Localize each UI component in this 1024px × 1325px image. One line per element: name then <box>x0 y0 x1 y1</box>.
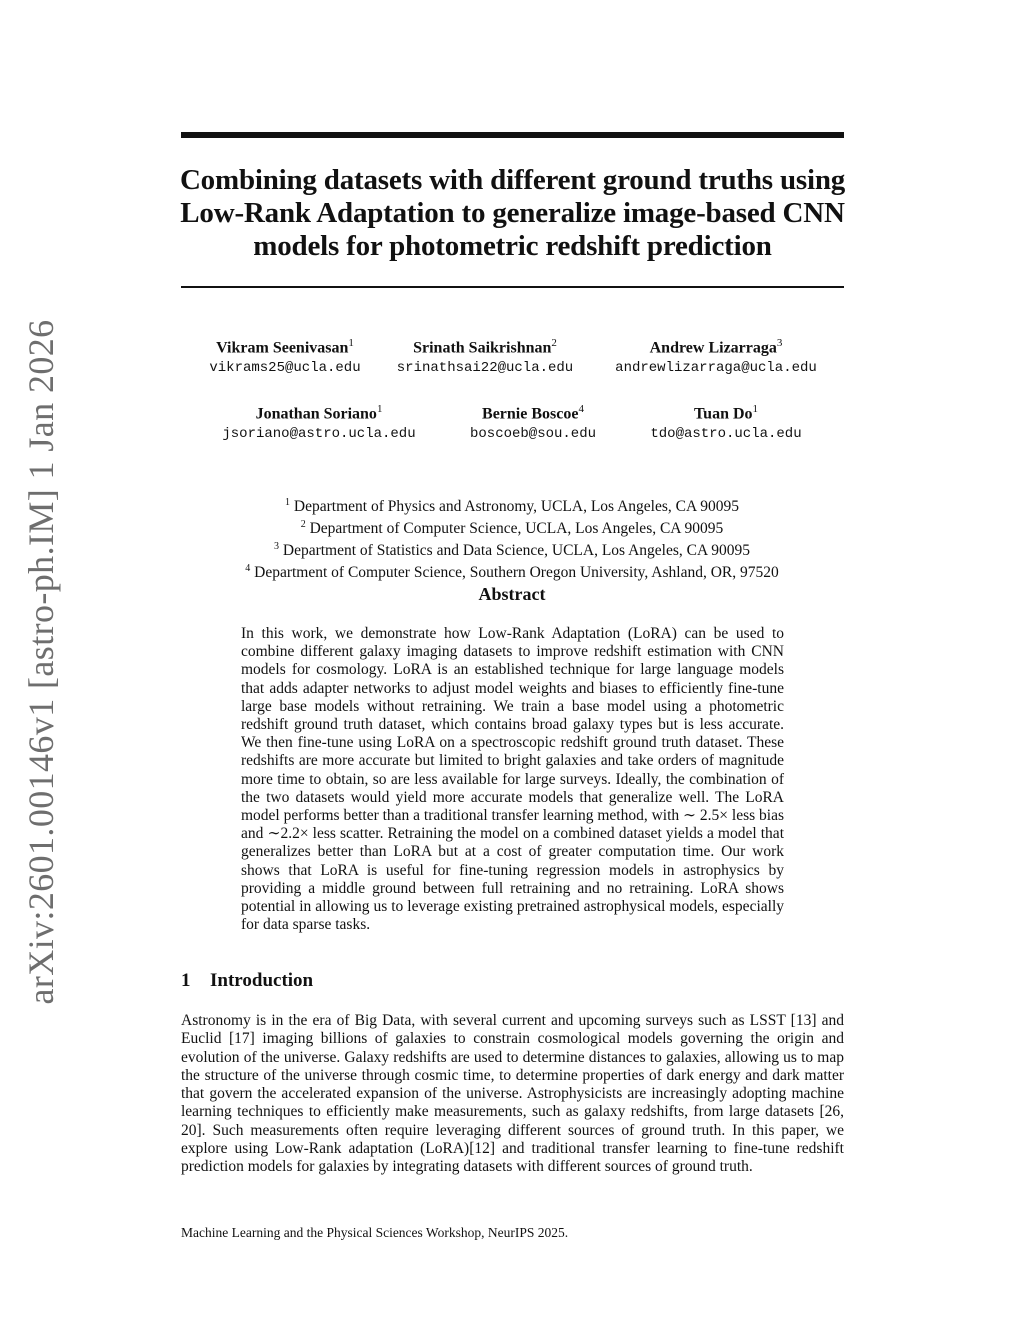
author-block <box>606 399 846 444</box>
affiliation-mark: 1 <box>285 497 291 508</box>
affiliation-text: Department of Computer Science, UCLA, Los Angeles, CA 90095 <box>309 520 724 538</box>
author-name: Tuan Do <box>693 405 753 423</box>
affiliation-text: Department of Computer Science, Southern Oregon University, Ashland, OR, 97520 <box>254 564 779 582</box>
affiliation-mark: 3 <box>274 541 280 553</box>
affiliation-mark: 2 <box>300 519 306 531</box>
author-affil-mark: 1 <box>752 403 759 415</box>
author-name: Srinath Saikrishnan <box>413 339 552 357</box>
author-name: Bernie Boscoe <box>482 405 579 423</box>
author-name: Jonathan Soriano <box>255 405 377 423</box>
author-email: vikrams25@ucla.edu <box>209 360 361 377</box>
author-email: tdo@astro.ucla.edu <box>650 426 802 443</box>
affiliation-line <box>150 516 874 538</box>
introduction-body: Astronomy is in the era of Big Data, with several current and upcoming surveys such as LSST [13] and Euclid [17] imaging billions of galaxies to constrain cosmological models governing the origin and evolution of the universe. Galaxy redshifts are used to determine distances to galaxies, allowing us to map the structure of the universe through cosmic time, to determine properties of dark energy and dark matter that govern the accelerated expansion of the universe. Astrophysicists are increasingly adopting machine learning techniques to efficiently make measurements, such as galaxy redshifts, from large datasets [26, 20]. Such measurements often require leveraging different sources of ground truth. In this paper, we explore using Low-Rank adaptation (LoRA)[12] and traditional transfer learning to fine-tune redshift prediction models for galaxies by integrating datasets with different sources of ground truth. <box>181 1012 844 1176</box>
author-block <box>596 333 836 378</box>
section-title: Introduction <box>210 970 314 991</box>
affiliation-text: Department of Statistics and Data Science, UCLA, Los Angeles, CA 90095 <box>282 542 750 560</box>
venue-footnote: Machine Learning and the Physical Sciences Workshop, NeurIPS 2025. <box>181 1225 569 1240</box>
author-block <box>199 399 439 444</box>
section-heading <box>181 969 313 993</box>
section-number: 1 <box>181 970 191 991</box>
author-affil-mark: 1 <box>376 403 383 415</box>
author-email: andrewlizarraga@ucla.edu <box>615 360 817 377</box>
affiliation-text: Department of Physics and Astronomy, UCLA, Los Angeles, CA 90095 <box>293 498 739 516</box>
affiliations <box>150 494 874 583</box>
affiliation-line <box>150 560 874 582</box>
title-rule-bottom <box>181 286 844 288</box>
author-email: srinathsai22@ucla.edu <box>396 360 574 377</box>
author-affil-mark: 4 <box>578 403 584 415</box>
author-block <box>365 333 605 378</box>
author-name: Vikram Seenivasan <box>216 339 349 357</box>
author-affil-mark: 1 <box>348 337 354 349</box>
arxiv-stamp-text: arXiv:2601.00146v1 [astro-ph.IM] 1 Jan 2026 <box>21 319 61 1005</box>
affiliation-line <box>150 538 874 560</box>
author-affil-mark: 3 <box>776 337 783 349</box>
author-affil-mark: 2 <box>551 337 557 349</box>
abstract-body: In this work, we demonstrate how Low-Rank Adaptation (LoRA) can be used to combine different galaxy imaging datasets to improve redshift estimation with CNN models for cosmology. LoRA is an established technique for large language models that adds adapter networks to adjust model weights and biases to efficiently fine-tune large base models without retraining. We train a base model using a photometric redshift ground truth dataset, which contains broad galaxy types but is less accurate. We then fine-tune using LoRA on a spectroscopic redshift ground truth dataset. These redshifts are more accurate but limited to bright galaxies and take orders of magnitude more time to obtain, so are less available for large surveys. Ideally, the combination of the two datasets would yield more accurate models that generalize well. The LoRA model performs better than a traditional transfer learning method, with ∼ 2.5× less bias and ∼2.2× less scatter. Retraining the model on a combined dataset yields a model that generalizes better than LoRA but at a cost of greater computation time. Our work shows that LoRA is useful for fine-tuning regression models in astrophysics by providing a middle ground between full retraining and no retraining. LoRA shows potential in allowing us to leverage existing pretrained astrophysical models, especially for data sparse tasks. <box>241 625 784 934</box>
author-email: boscoeb@sou.edu <box>469 426 597 443</box>
affiliation-line <box>150 494 874 516</box>
title-rule-top <box>181 132 844 138</box>
abstract-heading: Abstract <box>478 584 546 604</box>
author-name: Andrew Lizarraga <box>649 339 777 357</box>
paper-title: Combining datasets with different ground truths using Low-Rank Adaptation to generalize image-based CNN models for photometric redshift prediction <box>179 164 846 262</box>
author-email: jsoriano@astro.ucla.edu <box>222 426 416 443</box>
affiliation-mark: 4 <box>245 563 251 575</box>
